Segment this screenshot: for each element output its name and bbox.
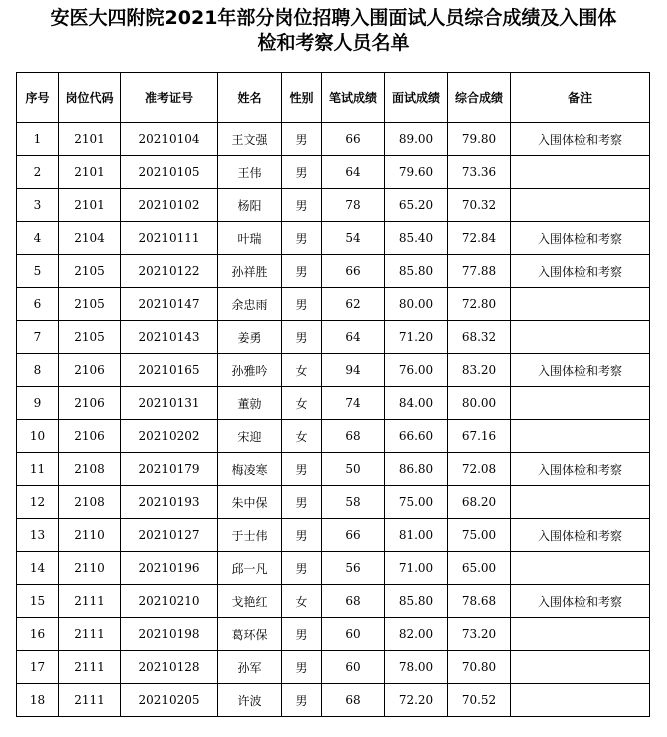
cell-seq: 8 <box>17 354 59 387</box>
cell-ticket-number: 20210105 <box>121 156 218 189</box>
cell-position-code: 2101 <box>59 156 121 189</box>
cell-gender: 女 <box>282 387 322 420</box>
cell-position-code: 2111 <box>59 684 121 717</box>
cell-written-score: 64 <box>322 156 385 189</box>
cell-written-score: 60 <box>322 651 385 684</box>
cell-remark: 入围体检和考察 <box>511 255 650 288</box>
cell-name: 王伟 <box>218 156 282 189</box>
cell-name: 孙祥胜 <box>218 255 282 288</box>
cell-name: 杨阳 <box>218 189 282 222</box>
cell-seq: 17 <box>17 651 59 684</box>
cell-interview-score: 72.20 <box>385 684 448 717</box>
table-row <box>17 486 650 519</box>
cell-name: 叶瑞 <box>218 222 282 255</box>
results-table <box>16 72 650 717</box>
cell-position-code: 2101 <box>59 123 121 156</box>
cell-position-code: 2105 <box>59 255 121 288</box>
cell-interview-score: 78.00 <box>385 651 448 684</box>
cell-total-score: 72.08 <box>448 453 511 486</box>
cell-ticket-number: 20210198 <box>121 618 218 651</box>
table-row <box>17 387 650 420</box>
cell-position-code: 2106 <box>59 387 121 420</box>
table-row <box>17 585 650 618</box>
cell-written-score: 56 <box>322 552 385 585</box>
cell-position-code: 2108 <box>59 486 121 519</box>
cell-total-score: 70.32 <box>448 189 511 222</box>
table-row <box>17 255 650 288</box>
cell-position-code: 2101 <box>59 189 121 222</box>
column-header-seq: 序号 <box>17 73 59 123</box>
header-row <box>17 73 650 123</box>
cell-total-score: 75.00 <box>448 519 511 552</box>
cell-written-score: 60 <box>322 618 385 651</box>
cell-gender: 男 <box>282 684 322 717</box>
cell-ticket-number: 20210104 <box>121 123 218 156</box>
column-header-gender: 性别 <box>282 73 322 123</box>
cell-name: 葛环保 <box>218 618 282 651</box>
cell-interview-score: 76.00 <box>385 354 448 387</box>
cell-total-score: 65.00 <box>448 552 511 585</box>
table-row <box>17 552 650 585</box>
cell-gender: 女 <box>282 585 322 618</box>
cell-total-score: 67.16 <box>448 420 511 453</box>
table-row <box>17 123 650 156</box>
cell-position-code: 2108 <box>59 453 121 486</box>
title-line-2: 检和考察人员名单 <box>257 32 410 54</box>
cell-interview-score: 66.60 <box>385 420 448 453</box>
cell-total-score: 68.32 <box>448 321 511 354</box>
cell-remark <box>511 189 650 222</box>
table-row <box>17 222 650 255</box>
cell-written-score: 66 <box>322 519 385 552</box>
cell-ticket-number: 20210210 <box>121 585 218 618</box>
table-row <box>17 453 650 486</box>
cell-remark <box>511 288 650 321</box>
cell-total-score: 72.84 <box>448 222 511 255</box>
cell-written-score: 62 <box>322 288 385 321</box>
table-row <box>17 651 650 684</box>
table-row <box>17 684 650 717</box>
cell-interview-score: 85.80 <box>385 255 448 288</box>
cell-gender: 男 <box>282 222 322 255</box>
cell-total-score: 70.80 <box>448 651 511 684</box>
cell-ticket-number: 20210196 <box>121 552 218 585</box>
cell-interview-score: 71.00 <box>385 552 448 585</box>
document-title <box>0 6 667 56</box>
cell-ticket-number: 20210202 <box>121 420 218 453</box>
cell-ticket-number: 20210102 <box>121 189 218 222</box>
cell-name: 邱一凡 <box>218 552 282 585</box>
cell-ticket-number: 20210128 <box>121 651 218 684</box>
cell-remark <box>511 486 650 519</box>
cell-ticket-number: 20210165 <box>121 354 218 387</box>
cell-seq: 2 <box>17 156 59 189</box>
cell-remark: 入围体检和考察 <box>511 585 650 618</box>
cell-gender: 男 <box>282 519 322 552</box>
cell-interview-score: 85.40 <box>385 222 448 255</box>
cell-interview-score: 85.80 <box>385 585 448 618</box>
cell-seq: 3 <box>17 189 59 222</box>
cell-gender: 男 <box>282 618 322 651</box>
cell-seq: 13 <box>17 519 59 552</box>
cell-name: 孙雅吟 <box>218 354 282 387</box>
cell-gender: 男 <box>282 255 322 288</box>
cell-position-code: 2106 <box>59 420 121 453</box>
cell-seq: 7 <box>17 321 59 354</box>
cell-seq: 11 <box>17 453 59 486</box>
cell-written-score: 64 <box>322 321 385 354</box>
cell-total-score: 79.80 <box>448 123 511 156</box>
cell-ticket-number: 20210131 <box>121 387 218 420</box>
cell-ticket-number: 20210143 <box>121 321 218 354</box>
cell-gender: 女 <box>282 420 322 453</box>
cell-interview-score: 82.00 <box>385 618 448 651</box>
cell-ticket-number: 20210111 <box>121 222 218 255</box>
cell-interview-score: 84.00 <box>385 387 448 420</box>
cell-seq: 5 <box>17 255 59 288</box>
cell-total-score: 68.20 <box>448 486 511 519</box>
column-header-position-code: 岗位代码 <box>59 73 121 123</box>
table-row <box>17 321 650 354</box>
cell-total-score: 72.80 <box>448 288 511 321</box>
cell-name: 宋迎 <box>218 420 282 453</box>
cell-name: 戈艳红 <box>218 585 282 618</box>
cell-name: 董勍 <box>218 387 282 420</box>
column-header-ticket-number: 准考证号 <box>121 73 218 123</box>
cell-name: 许波 <box>218 684 282 717</box>
column-header-remark: 备注 <box>511 73 650 123</box>
cell-total-score: 83.20 <box>448 354 511 387</box>
cell-position-code: 2106 <box>59 354 121 387</box>
cell-written-score: 68 <box>322 684 385 717</box>
cell-gender: 男 <box>282 321 322 354</box>
cell-seq: 18 <box>17 684 59 717</box>
cell-written-score: 94 <box>322 354 385 387</box>
cell-seq: 10 <box>17 420 59 453</box>
cell-remark <box>511 552 650 585</box>
cell-gender: 男 <box>282 651 322 684</box>
cell-name: 朱中保 <box>218 486 282 519</box>
cell-gender: 男 <box>282 486 322 519</box>
cell-position-code: 2110 <box>59 519 121 552</box>
cell-ticket-number: 20210179 <box>121 453 218 486</box>
cell-ticket-number: 20210147 <box>121 288 218 321</box>
cell-remark <box>511 420 650 453</box>
cell-remark <box>511 321 650 354</box>
cell-written-score: 50 <box>322 453 385 486</box>
cell-total-score: 70.52 <box>448 684 511 717</box>
cell-gender: 女 <box>282 354 322 387</box>
cell-position-code: 2111 <box>59 618 121 651</box>
cell-interview-score: 81.00 <box>385 519 448 552</box>
cell-ticket-number: 20210205 <box>121 684 218 717</box>
cell-remark <box>511 651 650 684</box>
cell-position-code: 2105 <box>59 288 121 321</box>
cell-written-score: 68 <box>322 420 385 453</box>
cell-gender: 男 <box>282 288 322 321</box>
cell-remark: 入围体检和考察 <box>511 222 650 255</box>
column-header-name: 姓名 <box>218 73 282 123</box>
cell-seq: 9 <box>17 387 59 420</box>
column-header-total-score: 综合成绩 <box>448 73 511 123</box>
cell-interview-score: 79.60 <box>385 156 448 189</box>
cell-seq: 6 <box>17 288 59 321</box>
cell-position-code: 2104 <box>59 222 121 255</box>
cell-seq: 15 <box>17 585 59 618</box>
cell-interview-score: 89.00 <box>385 123 448 156</box>
cell-name: 余忠雨 <box>218 288 282 321</box>
cell-remark: 入围体检和考察 <box>511 123 650 156</box>
cell-seq: 4 <box>17 222 59 255</box>
cell-ticket-number: 20210193 <box>121 486 218 519</box>
cell-written-score: 74 <box>322 387 385 420</box>
cell-interview-score: 75.00 <box>385 486 448 519</box>
cell-written-score: 54 <box>322 222 385 255</box>
column-header-written-score: 笔试成绩 <box>322 73 385 123</box>
table-body <box>17 123 650 717</box>
table-row <box>17 420 650 453</box>
cell-name: 梅凌寒 <box>218 453 282 486</box>
cell-remark <box>511 156 650 189</box>
cell-written-score: 66 <box>322 255 385 288</box>
cell-interview-score: 86.80 <box>385 453 448 486</box>
table-row <box>17 189 650 222</box>
cell-gender: 男 <box>282 552 322 585</box>
cell-name: 孙军 <box>218 651 282 684</box>
table-row <box>17 354 650 387</box>
cell-total-score: 73.36 <box>448 156 511 189</box>
cell-written-score: 68 <box>322 585 385 618</box>
column-header-interview-score: 面试成绩 <box>385 73 448 123</box>
cell-written-score: 66 <box>322 123 385 156</box>
cell-total-score: 78.68 <box>448 585 511 618</box>
cell-remark: 入围体检和考察 <box>511 519 650 552</box>
cell-interview-score: 65.20 <box>385 189 448 222</box>
cell-ticket-number: 20210122 <box>121 255 218 288</box>
cell-name: 王文强 <box>218 123 282 156</box>
cell-remark: 入围体检和考察 <box>511 354 650 387</box>
cell-remark <box>511 387 650 420</box>
table-row <box>17 618 650 651</box>
cell-gender: 男 <box>282 123 322 156</box>
table-row <box>17 156 650 189</box>
cell-total-score: 77.88 <box>448 255 511 288</box>
cell-seq: 12 <box>17 486 59 519</box>
cell-name: 于士伟 <box>218 519 282 552</box>
cell-interview-score: 80.00 <box>385 288 448 321</box>
table-row <box>17 288 650 321</box>
table-row <box>17 519 650 552</box>
cell-gender: 男 <box>282 156 322 189</box>
cell-ticket-number: 20210127 <box>121 519 218 552</box>
cell-seq: 16 <box>17 618 59 651</box>
cell-total-score: 73.20 <box>448 618 511 651</box>
cell-seq: 14 <box>17 552 59 585</box>
cell-total-score: 80.00 <box>448 387 511 420</box>
cell-position-code: 2105 <box>59 321 121 354</box>
cell-position-code: 2110 <box>59 552 121 585</box>
title-line-1: 安医大四附院2021年部分岗位招聘入围面试人员综合成绩及入围体 <box>50 7 617 29</box>
table-header <box>17 73 650 123</box>
cell-interview-score: 71.20 <box>385 321 448 354</box>
cell-remark: 入围体检和考察 <box>511 453 650 486</box>
cell-seq: 1 <box>17 123 59 156</box>
cell-remark <box>511 684 650 717</box>
cell-remark <box>511 618 650 651</box>
cell-position-code: 2111 <box>59 651 121 684</box>
cell-name: 姜勇 <box>218 321 282 354</box>
cell-written-score: 78 <box>322 189 385 222</box>
cell-gender: 男 <box>282 453 322 486</box>
cell-written-score: 58 <box>322 486 385 519</box>
cell-position-code: 2111 <box>59 585 121 618</box>
cell-gender: 男 <box>282 189 322 222</box>
